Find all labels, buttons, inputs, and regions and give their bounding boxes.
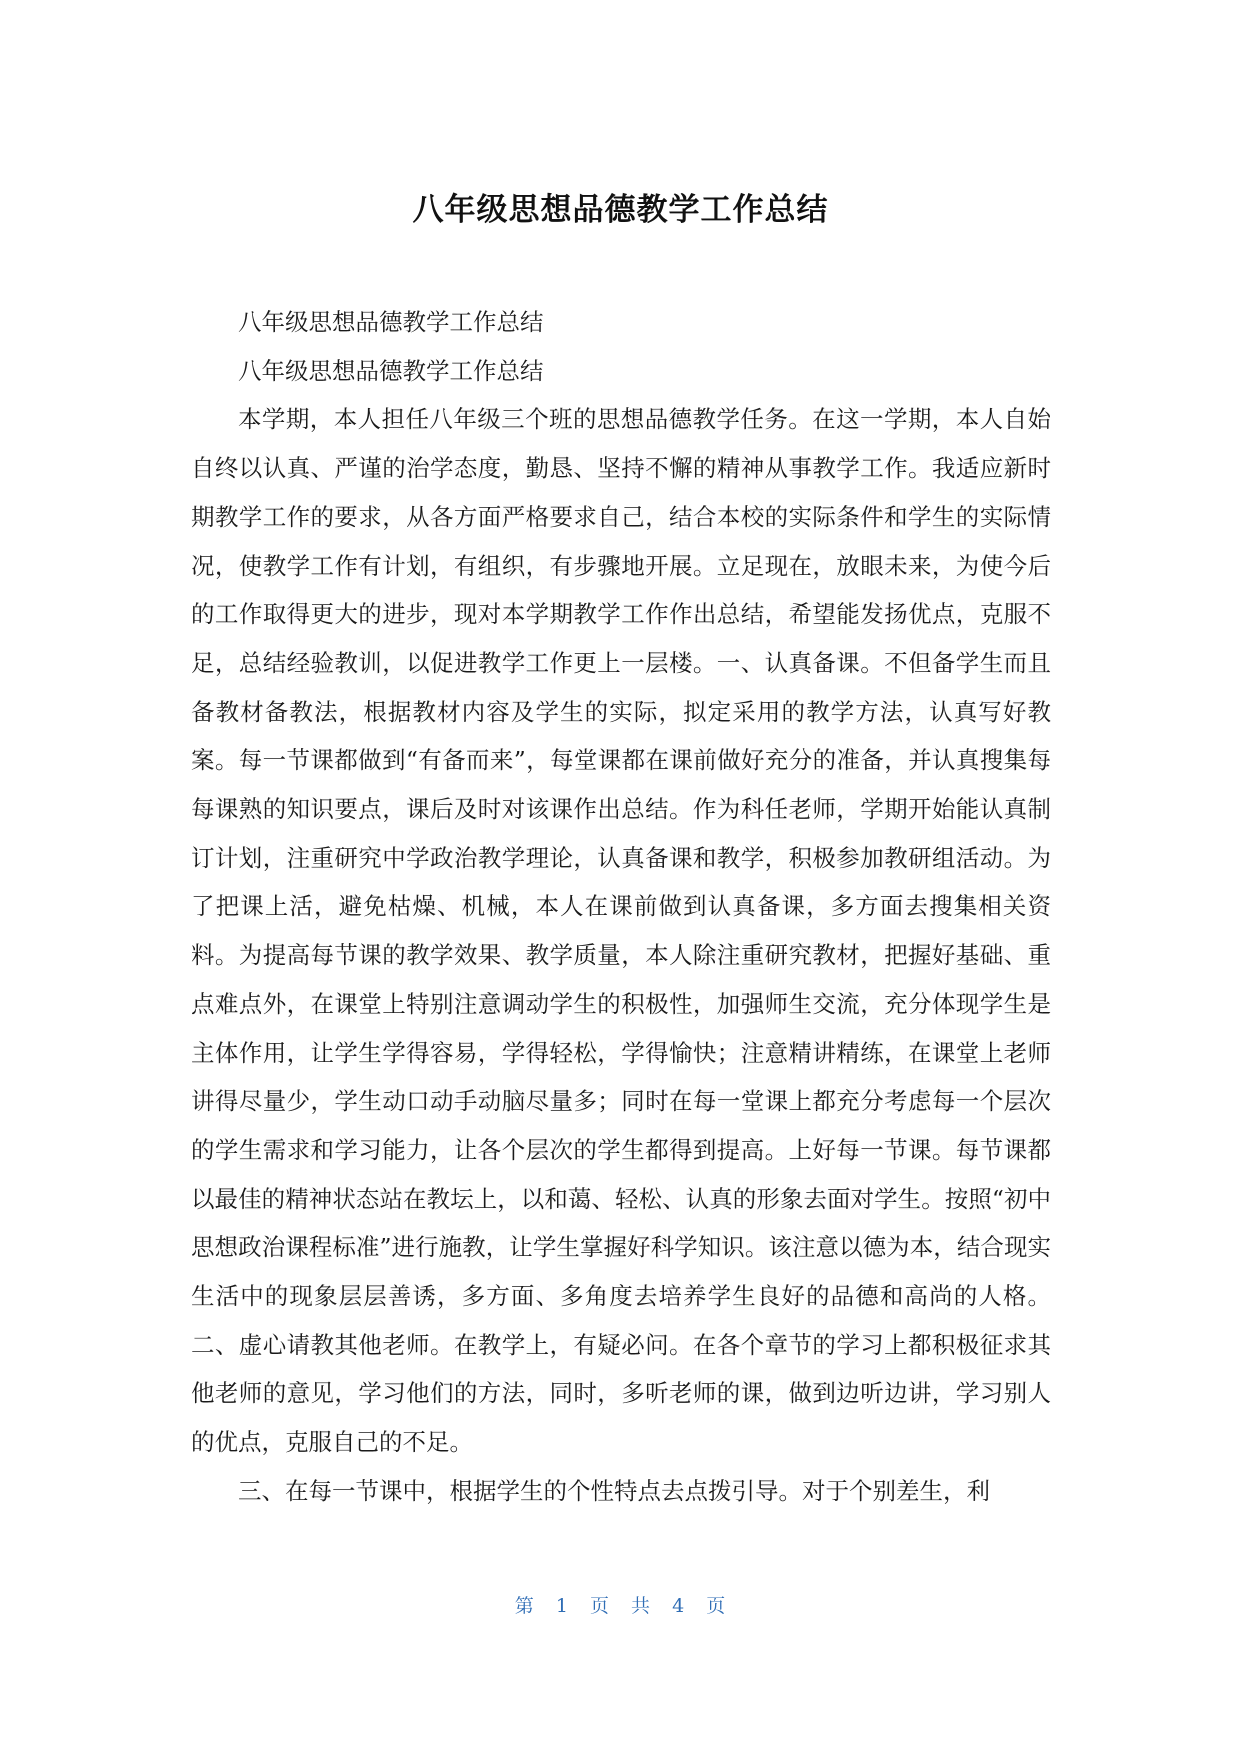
page-footer (0, 1591, 1241, 1618)
footer-total-pages: 4 (672, 1595, 686, 1617)
footer-current-page: 1 (555, 1595, 569, 1617)
paragraph-subtitle-1: 八年级思想品德教学工作总结 (238, 308, 544, 336)
document-title: 八年级思想品德教学工作总结 (412, 192, 829, 228)
paragraph-continued: 三、在每一节课中，根据学生的个性特点去点拨引导。对于个别差生，利 (238, 1476, 990, 1505)
footer-middle: 页 共 (589, 1595, 652, 1617)
paragraph-subtitle-2: 八年级思想品德教学工作总结 (238, 356, 544, 385)
document-body (191, 298, 1051, 1516)
paragraph-main: 本学期，本人担任八年级三个班的思想品德教学任务。在这一学期，本人自始自终以认真、严谨的治学态度，勤恳、坚持不懈的精神从事教学工作。我适应新时期教学工作的要求，从各方面严格要求自己，结合本校的实际条件和学生的实际情况，使教学工作有计划，有组织，有步骤地开展。立足现在，放眼未来，为使今后的工作取得更大的进步，现对本学期教学工作作出总结，希望能发扬优点，克服不足，总结经验教训，以促进教学工作更上一层楼。一、认真备课。不但备学生而且备教材备教法，根据教材内容及学生的实际，拟定采用的教学方法，认真写好教案。每一节课都做到“有备而来”，每堂课都在课前做好充分的准备，并认真搜集每每课熟的知识要点，课后及时对该课作出总结。作为科任老师，学期开始能认真制订计划，注重研究中学政治教学理论，认真备课和教学，积极参加教研组活动。为了把课上活，避免枯燥、机械，本人在课前做到认真备课，多方面去搜集相关资料。为提高每节课的教学效果、教学质量，本人除注重研究教材，把握好基础、重点难点外，在课堂上特别注意调动学生的积极性，加强师生交流，充分体现学生是主体作用，让学生学得容易，学得轻松，学得愉快；注意精讲精练，在课堂上老师讲得尽量少，学生动口动手动脑尽量多；同时在每一堂课上都充分考虑每一个层次的学生需求和学习能力，让各个层次的学生都得到提高。上好每一节课。每节课都以最佳的精神状态站在教坛上，以和蔼、轻松、认真的形象去面对学生。按照“初中思想政治课程标准”进行施教，让学生掌握好科学知识。该注意以德为本，结合现实生活中的现象层层善诱，多方面、多角度去培养学生良好的品德和高尚的人格。二、虚心请教其他老师。在教学上，有疑必问。在各个章节的学习上都积极征求其他老师的意见，学习他们的方法，同时，多听老师的课，做到边听边讲，学习别人的优点，克服自己的不足。 (191, 405, 1051, 1457)
footer-prefix: 第 (514, 1595, 535, 1617)
footer-suffix: 页 (706, 1595, 727, 1617)
